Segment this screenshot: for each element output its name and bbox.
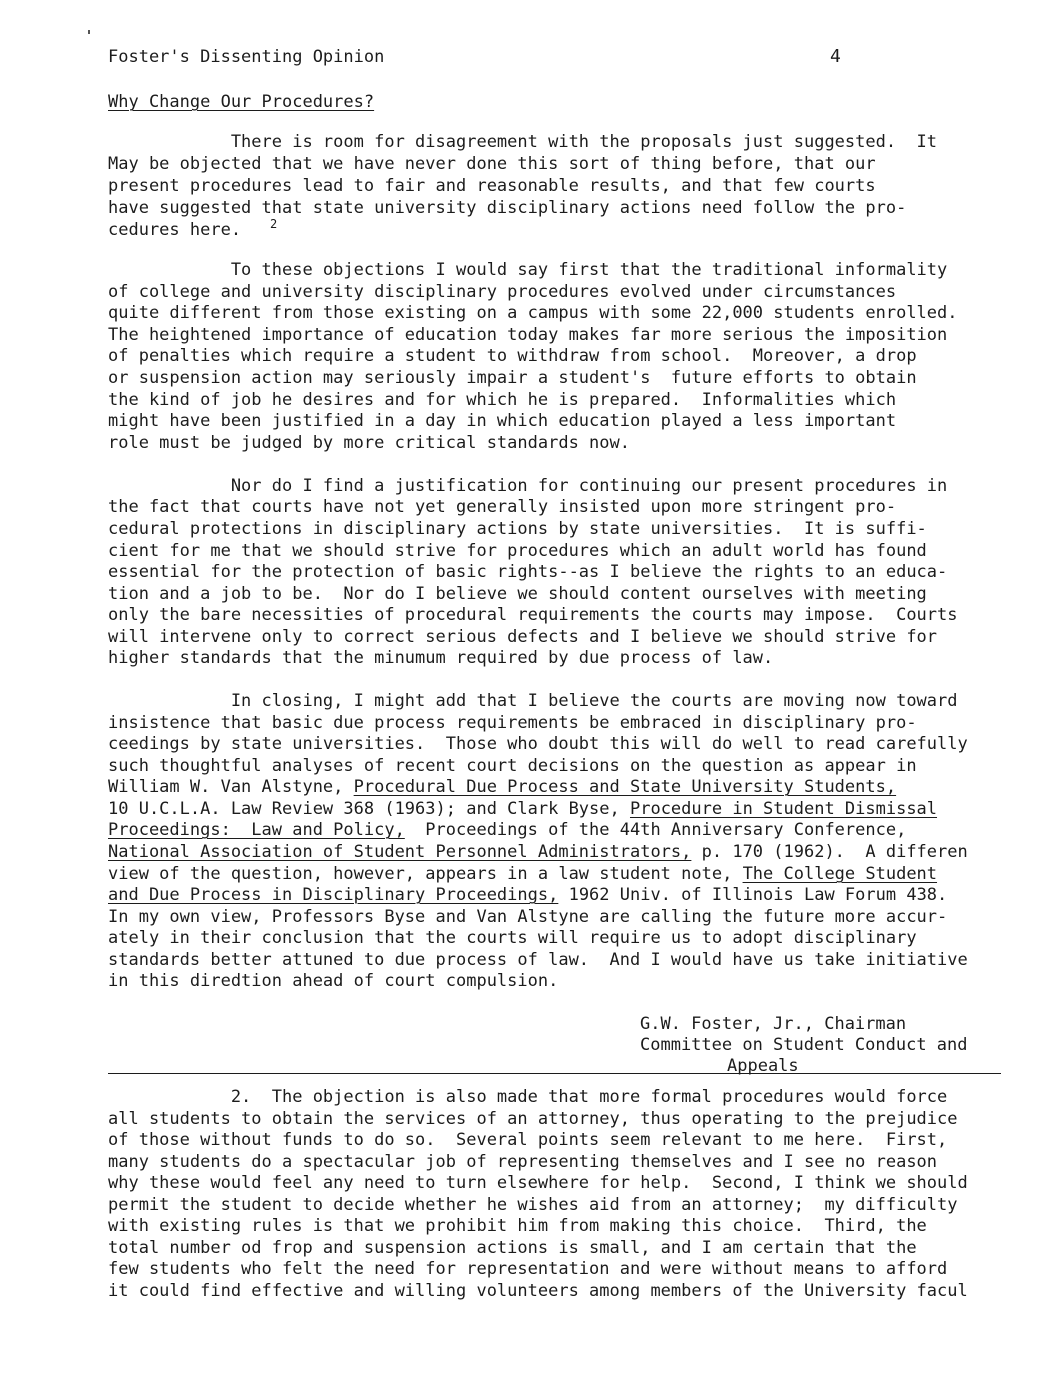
para4-line xyxy=(108,820,906,841)
footnote-line: permit the student to decide whether he wishes aid from an attorney; my difficulty xyxy=(108,1195,958,1215)
para2-line: of college and university disciplinary procedures evolved under circumstances xyxy=(108,282,897,302)
para4-line xyxy=(108,777,896,798)
header-title: Foster's Dissenting Opinion xyxy=(108,47,385,67)
citation-text: 10 U.C.L.A. Law Review 368 (1963); and Clark Byse, xyxy=(108,799,630,819)
citation-text: Proceedings of the 44th Anniversary Conference, xyxy=(404,820,907,840)
footnote-line: total number od frop and suspension actions is small, and I am certain that the xyxy=(108,1238,917,1258)
para2-line: might have been justified in a day in which education played a less important xyxy=(108,411,897,431)
footnote-line: why these would feel any need to turn elsewhere for help. Second, I think we should xyxy=(108,1173,968,1193)
para1-line: There is room for disagreement with the proposals just suggested. It xyxy=(108,132,938,152)
footnote-line: many students do a spectacular job of representing themselves and I see no reason xyxy=(108,1152,938,1172)
para4-line: ceedings by state universities. Those who doubt this will do well to read carefully xyxy=(108,734,968,754)
para4-line: ately in their conclusion that the courts will require us to adopt disciplinary xyxy=(108,928,917,948)
para3-line: tion and a job to be. Nor do I believe we should content ourselves with meeting xyxy=(108,584,927,604)
page-number: 4 xyxy=(830,46,841,67)
signature-title: Appeals xyxy=(727,1056,799,1076)
citation-title: and Due Process in Disciplinary Proceedings, xyxy=(108,885,559,905)
para2-line: The heightened importance of education today makes far more serious the imposition xyxy=(108,325,948,345)
citation-text: 1962 Univ. of Illinois Law Forum 438. xyxy=(558,885,948,905)
citation-title: The College Student xyxy=(742,864,938,884)
para2-line: To these objections I would say first that the traditional informality xyxy=(108,260,948,280)
para2-line: the kind of job he desires and for which he is prepared. Informalities which xyxy=(108,390,897,410)
para1-line: May be objected that we have never done this sort of thing before, that our xyxy=(108,154,876,174)
para2-line: of penalties which require a student to withdraw from school. Moreover, a drop xyxy=(108,346,917,366)
para4-line: such thoughtful analyses of recent court decisions on the question as appear in xyxy=(108,756,917,776)
author-name: William W. Van Alstyne, xyxy=(108,777,354,797)
footnote-line: with existing rules is that we prohibit him from making this choice. Third, the xyxy=(108,1216,927,1236)
footnote-marker: 2 xyxy=(270,217,278,231)
para3-line: Nor do I find a justification for continuing our present procedures in xyxy=(108,476,948,496)
para4-line: insistence that basic due process requirements be embraced in disciplinary pro- xyxy=(108,713,917,733)
para3-line: higher standards that the minumum required by due process of law. xyxy=(108,648,774,668)
para2-line: or suspension action may seriously impair a student's future efforts to obtain xyxy=(108,368,917,388)
para4-line xyxy=(108,885,947,906)
citation-text: view of the question, however, appears in a law student note, xyxy=(108,864,743,884)
para4-line: in this diredtion ahead of court compulsion. xyxy=(108,971,559,991)
para3-line: essential for the protection of basic rights--as I believe the rights to an educa- xyxy=(108,562,948,582)
scan-speck xyxy=(88,30,90,34)
para4-line xyxy=(108,842,968,863)
para4-line: In closing, I might add that I believe the courts are moving now toward xyxy=(108,691,958,711)
footnote-line: it could find effective and willing volunteers among members of the University facul xyxy=(108,1281,968,1301)
para4-line: standards better attuned to due process of law. And I would have us take initiative xyxy=(108,950,968,970)
signature-title: Committee on Student Conduct and xyxy=(640,1035,968,1055)
citation-underlined: National Association of Student Personnel Administrators, xyxy=(108,842,692,862)
para3-line: will intervene only to correct serious defects and I believe we should strive for xyxy=(108,627,938,647)
para3-line: cient for me that we should strive for procedures which an adult world has found xyxy=(108,541,927,561)
para1-line: present procedures lead to fair and reasonable results, and that few courts xyxy=(108,176,876,196)
para3-line: the fact that courts have not yet generally insisted upon more stringent pro- xyxy=(108,497,897,517)
footnote-line: 2. The objection is also made that more formal procedures would force xyxy=(108,1087,948,1107)
para2-line: quite different from those existing on a campus with some 22,000 students enrolled. xyxy=(108,303,958,323)
para4-line xyxy=(108,864,937,885)
citation-title: Proceedings: Law and Policy, xyxy=(108,820,405,840)
footnote-line: all students to obtain the services of an attorney, thus operating to the prejudice xyxy=(108,1109,958,1129)
para4-line xyxy=(108,799,937,820)
citation-title: Procedural Due Process and State University Students, xyxy=(353,777,897,797)
para4-line: In my own view, Professors Byse and Van Alstyne are calling the future more accur- xyxy=(108,907,948,927)
footnote-divider xyxy=(108,1073,1001,1074)
footnote-line: of those without funds to do so. Several points seem relevant to me here. First, xyxy=(108,1130,948,1150)
citation-title: Procedure in Student Dismissal xyxy=(629,799,938,819)
para3-line: only the bare necessities of procedural requirements the courts may impose. Courts xyxy=(108,605,958,625)
signature-name: G.W. Foster, Jr., Chairman xyxy=(640,1014,907,1034)
section-heading: Why Change Our Procedures? xyxy=(108,92,375,112)
para3-line: cedural protections in disciplinary actions by state universities. It is suffi- xyxy=(108,519,927,539)
para1-line: have suggested that state university disciplinary actions need follow the pro- xyxy=(108,198,907,218)
para2-line: role must be judged by more critical standards now. xyxy=(108,433,630,453)
para1-line: cedures here. xyxy=(108,220,242,240)
footnote-line: few students who felt the need for representation and were without means to afford xyxy=(108,1259,948,1279)
citation-text: p. 170 (1962). A differen xyxy=(691,842,968,862)
